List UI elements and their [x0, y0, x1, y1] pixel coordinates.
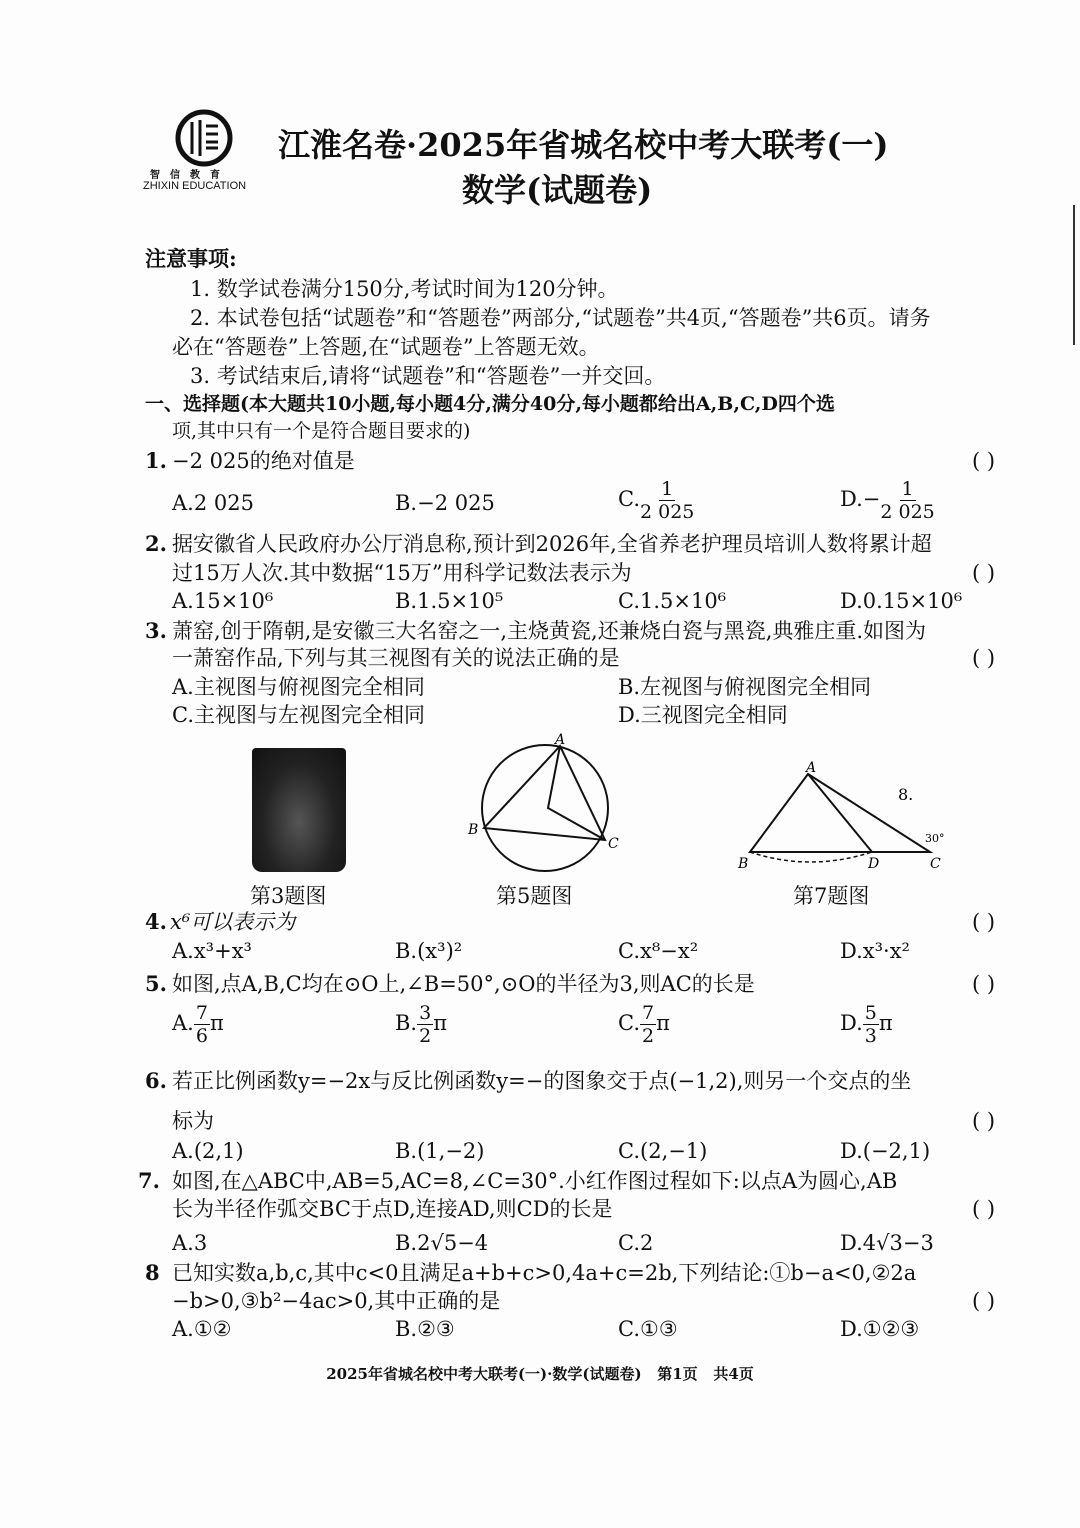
option-d	[840, 478, 935, 523]
page-footer: 2025年省城名校中考大联考(一)·数学(试题卷) 第1页 共4页	[326, 1365, 754, 1383]
figure-caption: 第5题图	[496, 884, 573, 908]
option-b: B.②③	[395, 1317, 455, 1341]
option-b: B.左视图与俯视图完全相同	[618, 675, 872, 699]
question-number: 3.	[145, 618, 167, 643]
point-label-c: C	[930, 856, 941, 872]
option-b: B.1.5×10⁵	[395, 589, 504, 613]
answer-paren: ( )	[972, 910, 996, 934]
section-note: 项,其中只有一个是符合题目要求的)	[172, 420, 471, 442]
option-c: C.①③	[618, 1317, 678, 1341]
option-d: D. $\frac{5}{3}$ π	[840, 1002, 893, 1047]
option-c: C. $\frac{7}{2}$ π	[618, 1002, 670, 1047]
notes-heading: 注意事项:	[145, 246, 237, 271]
option-c	[618, 478, 694, 523]
point-label-c: C	[608, 836, 619, 852]
answer-paren: ( )	[972, 449, 996, 473]
answer-paren: ( )	[972, 1109, 996, 1133]
question-text: 一萧窑作品,下列与其三视图有关的说法正确的是	[172, 646, 620, 670]
question-text: 过15万人次.其中数据“15万”用科学记数法表示为	[172, 561, 632, 585]
question-text: x⁶可以表示为	[170, 910, 296, 934]
point-label-a: A	[806, 760, 817, 776]
question-text: 已知实数a,b,c,其中c<0且满足a+b+c>0,4a+c=2b,下列结论:①b−a<0,②2a	[172, 1261, 917, 1285]
note-item: 3. 考试结束后,请将“试题卷”和“答题卷”一并交回。	[190, 364, 666, 388]
option-a: A.①②	[172, 1317, 232, 1341]
option-b: B. $\frac{3}{2}$ π	[395, 1002, 448, 1047]
option-c: C.主视图与左视图完全相同	[172, 703, 425, 727]
circle-figure	[460, 728, 630, 878]
point-label-a: A	[555, 732, 566, 748]
option-b: B.(1,−2)	[395, 1139, 485, 1163]
point-label-b: B	[468, 822, 479, 838]
option-d: D.①②③	[840, 1317, 920, 1341]
option-c: C.1.5×10⁶	[618, 589, 727, 613]
answer-paren: ( )	[972, 561, 996, 585]
answer-paren: ( )	[972, 972, 996, 996]
option-c: C.2	[618, 1231, 654, 1255]
point-label-b: B	[738, 856, 749, 872]
note-item: 必在“答题卷”上答题,在“试题卷”上答题无效。	[172, 335, 600, 359]
option-text: −2 025	[417, 491, 495, 515]
option-d: D.x³·x²	[840, 939, 910, 963]
option-c: C.(2,−1)	[618, 1139, 708, 1163]
option-a: A.3	[172, 1231, 208, 1255]
angle-note: 30°	[925, 832, 945, 845]
question-number: 7.	[138, 1168, 160, 1193]
question-number: 4.	[145, 909, 167, 934]
question-text: 长为半径作弧交BC于点D,连接AD,则CD的长是	[172, 1197, 613, 1221]
option-a: A.x³+x³	[172, 939, 252, 963]
fraction	[880, 478, 934, 523]
option-a: A.15×10⁶	[172, 589, 274, 613]
denominator: 2 025	[880, 501, 935, 523]
note-item: 1. 数学试卷满分150分,考试时间为120分钟。	[190, 277, 619, 301]
question-text: −b>0,③b²−4ac>0,其中正确的是	[172, 1289, 501, 1313]
option-text: 2 025	[193, 491, 254, 515]
question-number: 5.	[145, 971, 167, 996]
answer-paren: ( )	[972, 1197, 996, 1221]
figure-caption: 第7题图	[793, 884, 870, 908]
exam-title: 江淮名卷·2025年省城名校中考大联考(一)	[278, 126, 889, 164]
note-item: 2. 本试卷包括“试题卷”和“答题卷”两部分,“试题卷”共4页,“答题卷”共6页。请务	[190, 306, 931, 330]
exam-subtitle: 数学(试题卷)	[462, 171, 653, 209]
option-a: A.(2,1)	[172, 1139, 244, 1163]
pottery-photo	[252, 748, 346, 872]
handwritten-note: 8.	[898, 785, 914, 804]
question-text: 萧窑,创于隋朝,是安徽三大名窑之一,主烧黄瓷,还兼烧白瓷与黑瓷,典雅庄重.如图为	[172, 619, 927, 643]
question-text: 若正比例函数y=−2x与反比例函数y=−的图象交于点(−1,2),则另一个交点的坐	[172, 1069, 912, 1093]
option-label: D.	[840, 487, 863, 511]
denominator: 2 025	[640, 501, 695, 523]
question-text: 据安徽省人民政府办公厅消息称,预计到2026年,全省养老护理员培训人数将累计超	[172, 532, 932, 556]
section-heading: 一、选择题(本大题共10小题,每小题4分,满分40分,每小题都给出A,B,C,D四个选	[145, 393, 835, 415]
option-c: C.x⁸−x²	[618, 939, 699, 963]
fraction	[640, 478, 694, 523]
option-label: B.	[395, 491, 418, 515]
answer-paren: ( )	[972, 646, 996, 670]
option-a: A. $\frac{7}{6}$ π	[172, 1002, 224, 1047]
numerator: 1	[901, 478, 914, 500]
triangle-figure	[730, 760, 960, 875]
option-label: A.	[172, 491, 194, 515]
option-d: D.三视图完全相同	[618, 703, 788, 727]
option-a: A.主视图与俯视图完全相同	[172, 675, 425, 699]
option-a	[172, 490, 254, 516]
figure-caption: 第3题图	[250, 884, 327, 908]
option-d: D.0.15×10⁶	[840, 589, 963, 613]
question-number: 6.	[145, 1068, 167, 1093]
numerator: 1	[661, 478, 674, 500]
option-d: D.(−2,1)	[840, 1139, 931, 1163]
option-b: B.2√5−4	[395, 1231, 489, 1255]
question-number: 8	[145, 1260, 160, 1285]
minus-sign: −	[862, 487, 881, 511]
option-d: D.4√3−3	[840, 1231, 934, 1255]
question-number: 2.	[145, 531, 167, 556]
question-text: 如图,点A,B,C均在⊙O上,∠B=50°,⊙O的半径为3,则AC的长是	[172, 972, 755, 996]
logo-text-en: ZHIXIN EDUCATION	[143, 180, 247, 192]
question-text: 标为	[172, 1109, 214, 1133]
option-label: C.	[618, 487, 640, 511]
scan-edge-line	[1073, 205, 1075, 345]
point-label-d: D	[868, 856, 880, 872]
question-text: −2 025的绝对值是	[172, 449, 355, 473]
answer-paren: ( )	[972, 1289, 996, 1313]
question-number: 1.	[145, 448, 167, 473]
option-b: B.(x³)²	[395, 939, 463, 963]
question-text: 如图,在△ABC中,AB=5,AC=8,∠C=30°.小红作图过程如下:以点A为圆心,AB	[172, 1169, 898, 1193]
option-b	[395, 490, 495, 516]
logo-text-cn: 智信教育	[150, 170, 230, 181]
